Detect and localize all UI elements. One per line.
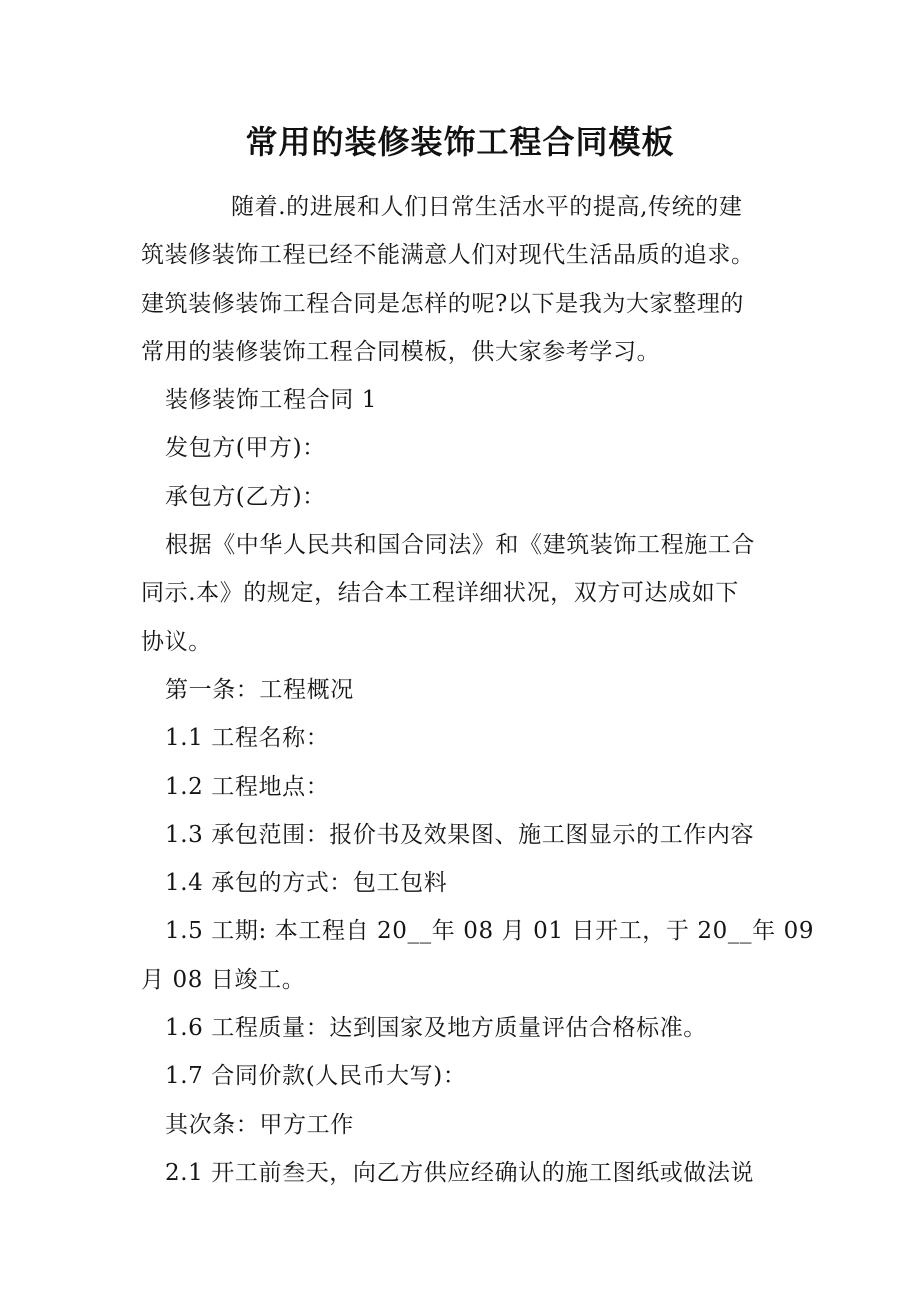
basis-line-3: 协议。 xyxy=(141,628,212,655)
document-title: 常用的装修装饰工程合同模板 xyxy=(245,123,675,161)
item-1-1: 1.1 工程名称： xyxy=(165,725,330,752)
document-body xyxy=(141,183,815,1197)
intro-line-4: 常用的装修装饰工程合同模板，供大家参考学习。 xyxy=(141,338,661,365)
intro-line-2: 筑装修装饰工程已经不能满意人们对现代生活品质的追求。 xyxy=(141,242,755,269)
item-1-4: 1.4 承包的方式：包工包料 xyxy=(165,870,448,897)
intro-line-1: 随着.的进展和人们日常生活水平的提高,传统的建 xyxy=(231,194,743,220)
party-a-label: 发包方(甲方)： xyxy=(165,435,326,462)
item-1-2: 1.2 工程地点： xyxy=(165,773,330,800)
basis-line-2: 同示.本》的规定，结合本工程详细状况，双方可达成如下 xyxy=(141,580,739,607)
party-b-label: 承包方(乙方)： xyxy=(165,483,326,510)
contract-heading: 装修装饰工程合同 1 xyxy=(165,387,377,414)
item-2-1: 2.1 开工前叁天，向乙方供应经确认的施工图纸或做法说 xyxy=(165,1159,755,1186)
item-1-7: 1.7 合同价款(人民币大写)： xyxy=(165,1063,467,1090)
item-1-5-line-2: 月 08 日竣工。 xyxy=(141,966,306,993)
article-1-heading: 第一条：工程概况 xyxy=(165,676,354,703)
item-1-3: 1.3 承包范围：报价书及效果图、施工图显示的工作内容 xyxy=(165,821,755,848)
basis-line-1: 根据《中华人民共和国合同法》和《建筑装饰工程施工合 xyxy=(165,532,755,559)
item-1-5-line-1: 1.5 工期: 本工程自 20__年 08 月 01 日开工，于 20__年 09 xyxy=(165,918,815,945)
item-1-6: 1.6 工程质量：达到国家及地方质量评估合格标准。 xyxy=(165,1015,707,1042)
article-2-heading: 其次条：甲方工作 xyxy=(165,1111,354,1138)
intro-line-3: 建筑装修装饰工程合同是怎样的呢?以下是我为大家整理的 xyxy=(141,290,744,317)
